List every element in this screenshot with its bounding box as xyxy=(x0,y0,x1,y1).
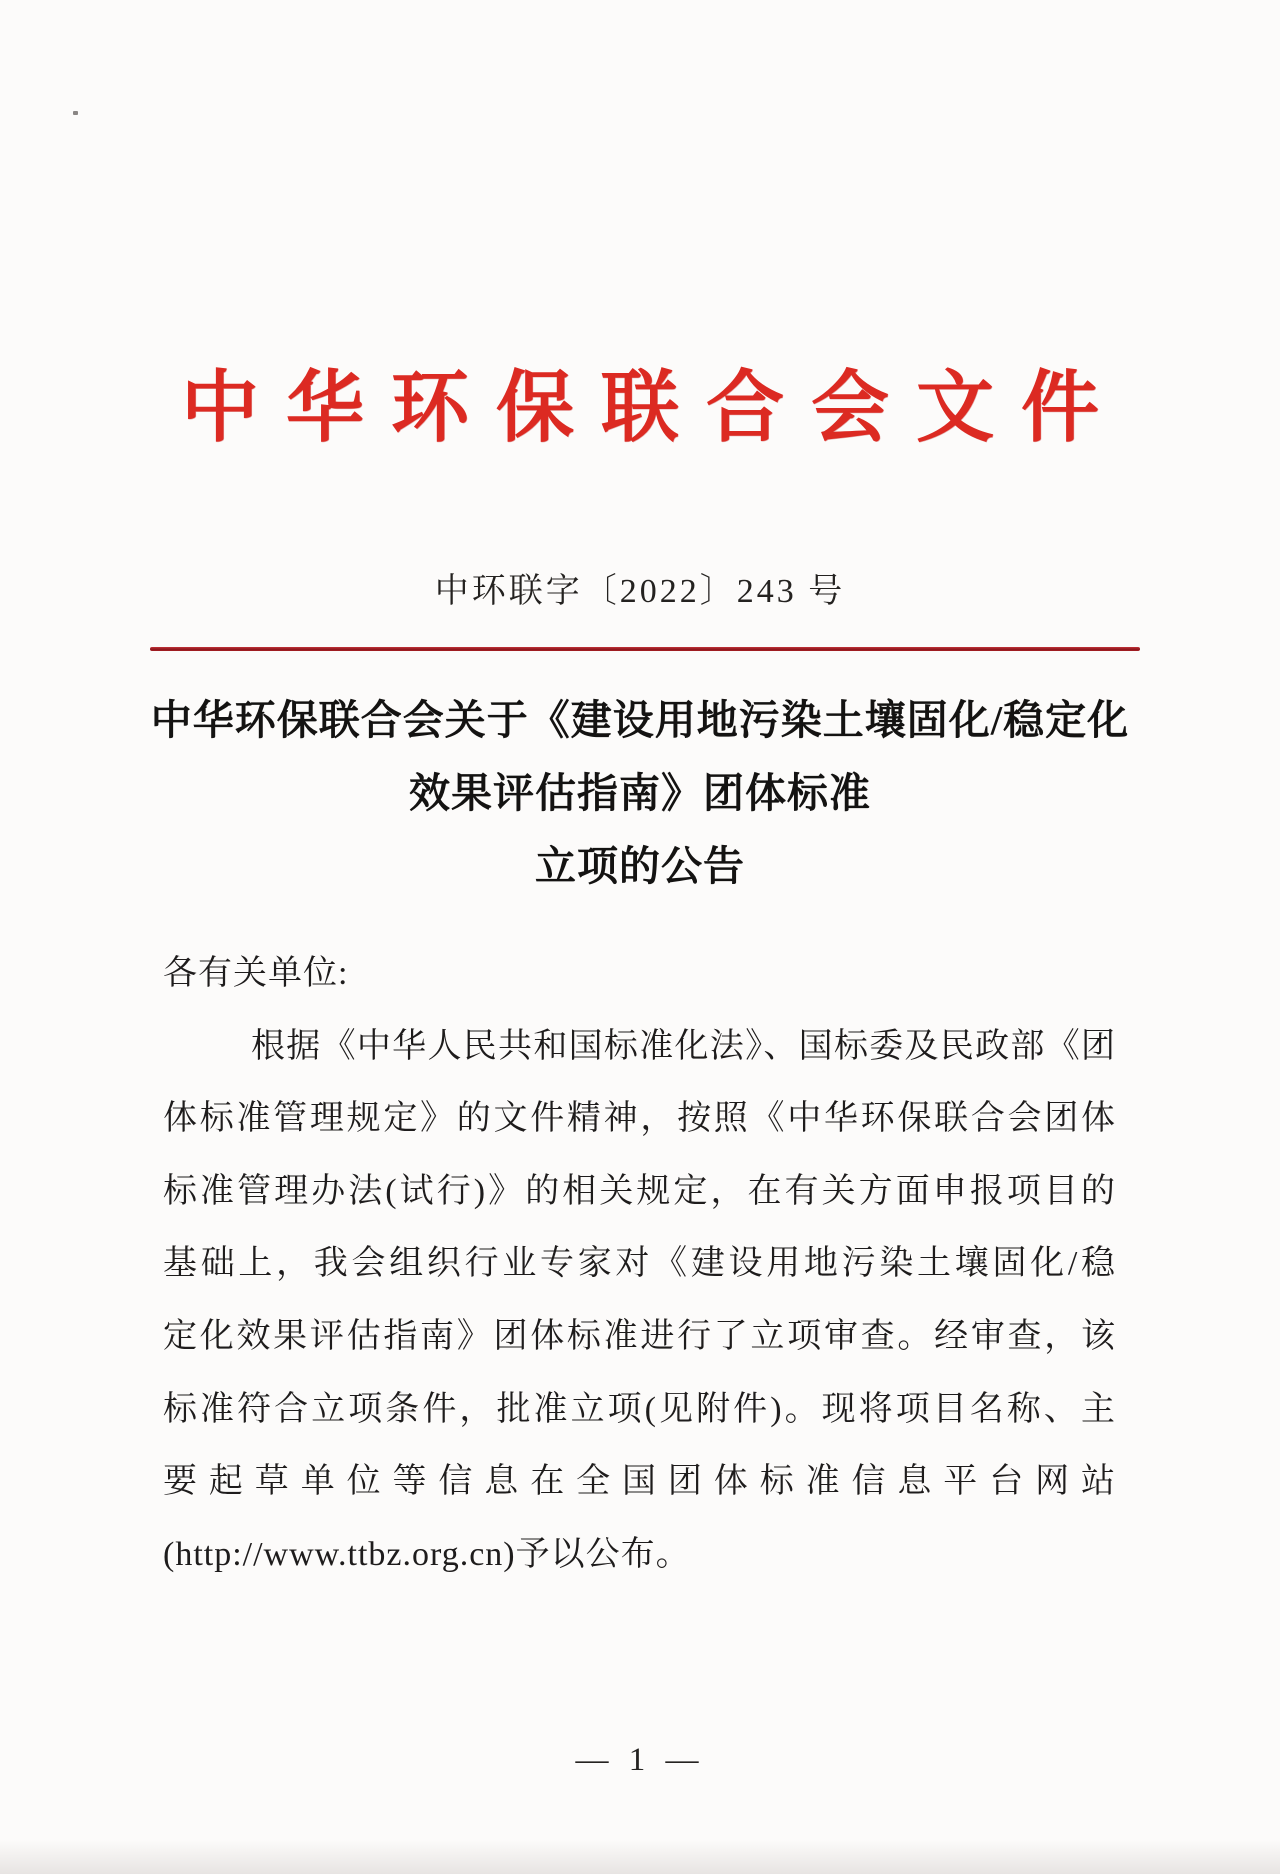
document-title-line-2: 效果评估指南》团体标准 xyxy=(409,770,871,816)
body-line: 体标准管理规定》的文件精神，按照《中华环保联合会团体 xyxy=(163,1100,1115,1138)
body-line: 基础上，我会组织行业专家对《建设用地污染土壤固化/稳 xyxy=(163,1245,1115,1283)
body-line: 标准管理办法(试行)》的相关规定，在有关方面申报项目的 xyxy=(163,1172,1115,1210)
page-number: — 1 — xyxy=(575,1742,705,1778)
document-title-line-1: 中华环保联合会关于《建设用地污染土壤固化/稳定化 xyxy=(150,697,1130,743)
letterhead-title: 中华环保联合会文件 xyxy=(180,364,1126,451)
document-number: 中环联字〔2022〕243 号 xyxy=(434,573,846,610)
body-line: 要起草单位等信息在全国团体标准信息平台网站 xyxy=(163,1463,1115,1501)
document-title-line-3: 立项的公告 xyxy=(535,843,745,889)
scan-bottom-edge xyxy=(0,1840,1280,1874)
scan-speck xyxy=(73,111,78,115)
body-line: 标准符合立项条件，批准立项(见附件)。现将项目名称、主 xyxy=(163,1390,1115,1428)
document-body xyxy=(163,938,1115,1591)
salutation: 各有关单位: xyxy=(163,955,349,992)
body-line: 根据《中华人民共和国标准化法》、国标委及民政部《团 xyxy=(251,1027,1115,1065)
red-divider-line xyxy=(150,647,1140,651)
body-line: 定化效果评估指南》团体标准进行了立项审查。经审查，该 xyxy=(163,1317,1115,1355)
body-line-url: (http://www.ttbz.org.cn)予以公布。 xyxy=(163,1535,691,1573)
document-title xyxy=(100,684,1180,903)
